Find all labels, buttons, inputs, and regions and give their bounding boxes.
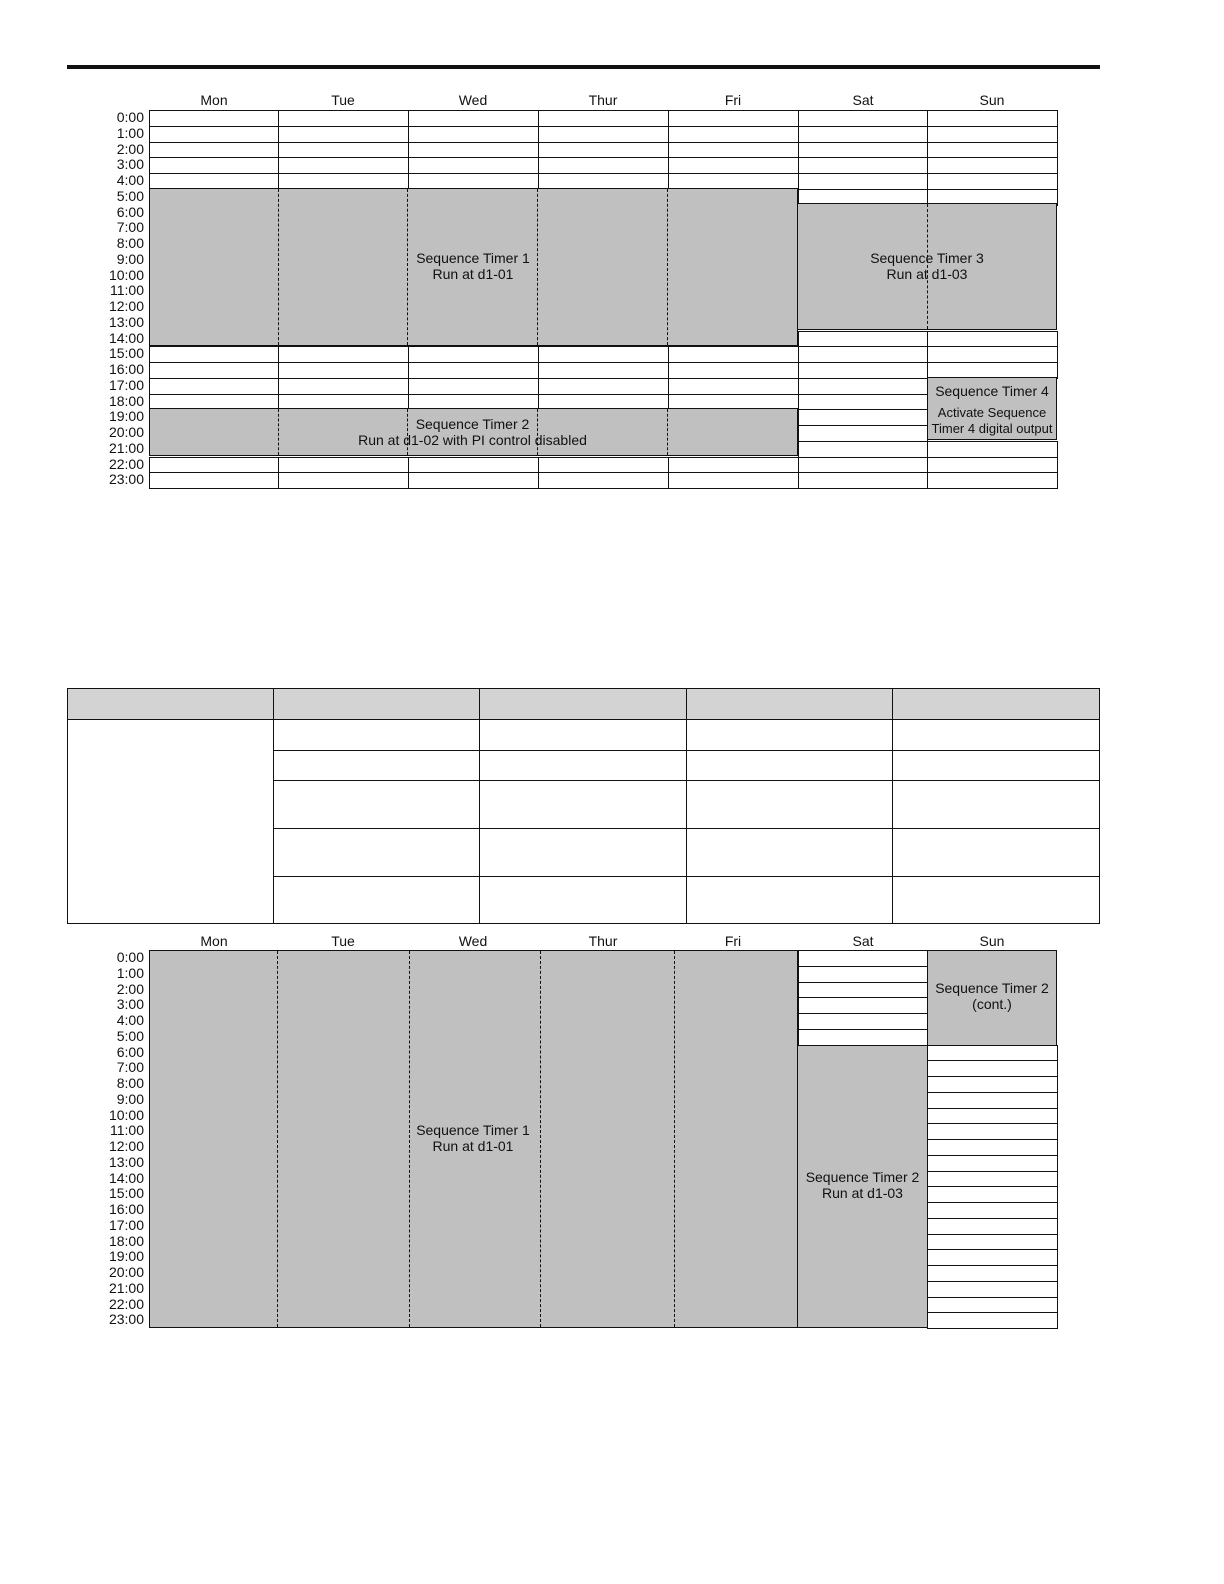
hour-label: 0:00 — [116, 949, 144, 965]
table-row — [68, 720, 1100, 751]
schedule-cell — [927, 1281, 1058, 1298]
table-cell — [687, 781, 893, 829]
schedule-cell — [668, 110, 799, 127]
hour-label: 21:00 — [108, 439, 144, 456]
schedule-cell — [408, 362, 539, 379]
hour-label: 15:00 — [108, 345, 144, 362]
hour-label: 10:00 — [108, 266, 144, 283]
sequence-timer-1-label: Sequence Timer 1 Run at d1-01 — [416, 1122, 530, 1154]
schedule-cell — [278, 346, 409, 363]
hour-label: 15:00 — [108, 1185, 144, 1202]
table-cell — [274, 877, 480, 924]
schedule-cell — [798, 378, 928, 395]
schedule-cell — [149, 110, 279, 127]
table-cell — [687, 877, 893, 924]
table-cell — [480, 829, 687, 877]
schedule-cell — [149, 126, 279, 143]
schedule-cell — [408, 457, 539, 474]
day-divider — [674, 951, 675, 1327]
sequence-timer-1-label: Sequence Timer 1 Run at d1-01 — [416, 250, 530, 282]
schedule-cell — [538, 142, 669, 159]
day-divider — [667, 409, 668, 455]
table-cell — [687, 829, 893, 877]
hour-label: 0:00 — [116, 109, 144, 125]
hour-label: 4:00 — [116, 172, 144, 188]
schedule-cell — [408, 126, 539, 143]
day-divider — [277, 951, 278, 1327]
hour-label: 12:00 — [108, 1138, 144, 1154]
hour-label: 3:00 — [116, 156, 144, 173]
table-cell — [893, 781, 1100, 829]
schedule-cell — [408, 472, 539, 489]
hour-label: 2:00 — [116, 980, 144, 997]
hour-label: 21:00 — [108, 1279, 144, 1296]
schedule-cell — [408, 142, 539, 159]
schedule-cell — [798, 110, 928, 127]
hour-label: 8:00 — [116, 1075, 144, 1091]
day-header: Sun — [979, 933, 1005, 949]
day-header: Tue — [331, 92, 355, 108]
schedule-cell — [927, 157, 1058, 174]
hour-label: 19:00 — [108, 408, 144, 425]
day-divider — [278, 189, 279, 345]
hour-label: 20:00 — [108, 424, 144, 440]
schedule-cell — [927, 1123, 1058, 1140]
schedule-cell — [927, 1060, 1058, 1077]
hour-label: 6:00 — [116, 203, 144, 220]
top-rule — [67, 65, 1100, 69]
schedule-cell — [927, 110, 1058, 127]
schedule-cell — [538, 378, 669, 395]
hour-label: 2:00 — [116, 140, 144, 157]
schedule-cell — [927, 1076, 1058, 1093]
day-header: Sun — [979, 92, 1005, 108]
schedule-cell — [927, 173, 1058, 190]
schedule-cell — [538, 126, 669, 143]
day-divider — [667, 189, 668, 345]
schedule-cell — [927, 1171, 1058, 1188]
schedule-cell — [798, 346, 928, 363]
schedule-cell — [927, 1092, 1058, 1109]
schedule-cell — [798, 394, 928, 411]
hour-label: 10:00 — [108, 1106, 144, 1123]
schedule-cell — [927, 142, 1058, 159]
hour-label: 16:00 — [108, 361, 144, 377]
schedule-cell — [927, 1218, 1058, 1235]
sequence-timer-2-sun-label: Sequence Timer 2 (cont.) — [935, 980, 1049, 1012]
hour-label: 17:00 — [108, 376, 144, 393]
schedule-cell — [149, 457, 279, 474]
table-cell — [687, 720, 893, 751]
schedule-cell — [798, 142, 928, 159]
schedule-cell — [798, 966, 928, 983]
hour-label: 22:00 — [108, 1295, 144, 1312]
day-header: Wed — [458, 92, 488, 108]
hour-label: 11:00 — [110, 282, 144, 299]
schedule-cell — [668, 157, 799, 174]
schedule-cell — [927, 1186, 1058, 1203]
day-header: Thur — [588, 92, 618, 108]
schedule-cell — [798, 441, 928, 458]
schedule-cell — [668, 126, 799, 143]
schedule-cell — [927, 1202, 1058, 1219]
table-cell — [480, 751, 687, 781]
sequence-timer-4-label: Sequence Timer 4 Activate Sequence Timer 4 digital output — [931, 383, 1053, 436]
day-header: Wed — [458, 933, 488, 949]
schedule-cell — [927, 1297, 1058, 1314]
day-header: Fri — [724, 92, 742, 108]
schedule-cell — [149, 378, 279, 395]
schedule-cell — [798, 157, 928, 174]
schedule-cell — [278, 378, 409, 395]
table-cell — [274, 781, 480, 829]
hour-label: 18:00 — [108, 392, 144, 409]
day-header: Fri — [724, 933, 742, 949]
schedule-cell — [798, 331, 928, 348]
schedule-cell — [927, 331, 1058, 348]
schedule-cell — [538, 457, 669, 474]
schedule-cell — [927, 1139, 1058, 1156]
schedule-cell — [798, 472, 928, 489]
schedule-cell — [798, 997, 928, 1014]
schedule-cell — [927, 472, 1058, 489]
day-header: Mon — [200, 933, 228, 949]
schedule-cell — [668, 346, 799, 363]
schedule-cell — [408, 346, 539, 363]
schedule-cell — [538, 157, 669, 174]
schedule-cell — [408, 157, 539, 174]
schedule-cell — [149, 346, 279, 363]
schedule-cell — [927, 126, 1058, 143]
hour-label: 1:00 — [116, 964, 144, 981]
table-cell — [274, 829, 480, 877]
schedule-cell — [927, 346, 1058, 363]
schedule-cell — [798, 982, 928, 999]
hour-label: 8:00 — [116, 235, 144, 251]
schedule-cell — [278, 457, 409, 474]
schedule-cell — [278, 157, 409, 174]
hour-label: 14:00 — [108, 1169, 144, 1186]
table-header-row — [68, 689, 1100, 720]
schedule-cell — [668, 362, 799, 379]
hour-label: 17:00 — [108, 1216, 144, 1233]
hour-label: 5:00 — [116, 187, 144, 204]
day-divider — [278, 409, 279, 455]
schedule-cell — [927, 441, 1058, 458]
schedule-cell — [278, 472, 409, 489]
schedule-cell — [278, 126, 409, 143]
schedule-cell — [927, 1155, 1058, 1172]
schedule-cell — [278, 362, 409, 379]
table-cell — [893, 751, 1100, 781]
hour-label: 4:00 — [116, 1012, 144, 1028]
schedule-cell — [927, 1249, 1058, 1266]
hour-label: 18:00 — [108, 1232, 144, 1249]
table-cell — [274, 720, 480, 751]
parameter-table — [67, 688, 1100, 924]
day-header: Tue — [331, 933, 355, 949]
schedule-cell — [278, 142, 409, 159]
sequence-timer-2-label: Sequence Timer 2 Run at d1-02 with PI control disabled — [358, 416, 587, 448]
hour-label: 11:00 — [110, 1122, 144, 1139]
table-header-cell — [687, 689, 893, 720]
schedule-cell — [927, 1265, 1058, 1282]
hour-label: 9:00 — [116, 1090, 144, 1107]
schedule-cell — [798, 173, 928, 190]
hour-label: 19:00 — [108, 1248, 144, 1265]
table-cell — [893, 720, 1100, 751]
hour-label: 23:00 — [108, 1311, 144, 1328]
hour-label: 7:00 — [116, 1059, 144, 1076]
hour-label: 22:00 — [108, 455, 144, 472]
hour-label: 7:00 — [116, 219, 144, 236]
table-cell — [893, 877, 1100, 924]
schedule-cell — [149, 472, 279, 489]
hour-label: 1:00 — [116, 124, 144, 141]
table-cell — [893, 829, 1100, 877]
day-header: Thur — [588, 933, 618, 949]
hour-label: 13:00 — [108, 1153, 144, 1170]
schedule-cell — [798, 1013, 928, 1030]
table-cell — [68, 720, 274, 924]
table-header-cell — [68, 689, 274, 720]
hour-label: 16:00 — [108, 1201, 144, 1217]
hour-label: 13:00 — [108, 313, 144, 330]
hour-label: 20:00 — [108, 1264, 144, 1280]
schedule-cell — [927, 1234, 1058, 1251]
schedule-cell — [927, 1108, 1058, 1125]
table-cell — [480, 720, 687, 751]
sequence-timer-3-label: Sequence Timer 3 Run at d1-03 — [870, 250, 984, 282]
table-cell — [480, 781, 687, 829]
hour-label: 14:00 — [108, 329, 144, 346]
table-header-cell — [480, 689, 687, 720]
schedule-cell — [668, 457, 799, 474]
schedule-cell — [927, 1045, 1058, 1062]
hour-label: 23:00 — [108, 471, 144, 488]
table-cell — [687, 751, 893, 781]
hour-label: 12:00 — [108, 298, 144, 314]
table-cell — [480, 877, 687, 924]
schedule-cell — [278, 110, 409, 127]
hour-label: 3:00 — [116, 996, 144, 1013]
schedule-cell — [798, 1029, 928, 1046]
schedule-cell — [668, 142, 799, 159]
schedule-cell — [149, 362, 279, 379]
schedule-cell — [149, 157, 279, 174]
schedule-cell — [798, 126, 928, 143]
day-header: Mon — [200, 92, 228, 108]
schedule-cell — [927, 457, 1058, 474]
hour-label: 5:00 — [116, 1027, 144, 1044]
schedule-cell — [798, 425, 928, 442]
day-header: Sat — [852, 92, 874, 108]
schedule-cell — [798, 457, 928, 474]
day-header: Sat — [852, 933, 874, 949]
schedule-cell — [798, 409, 928, 426]
schedule-cell — [538, 472, 669, 489]
schedule-cell — [927, 1312, 1058, 1329]
schedule-cell — [149, 142, 279, 159]
schedule-cell — [538, 346, 669, 363]
schedule-cell — [798, 362, 928, 379]
table-cell — [274, 751, 480, 781]
table-header-cell — [893, 689, 1100, 720]
schedule-cell — [668, 472, 799, 489]
schedule-cell — [408, 110, 539, 127]
schedule-cell — [538, 362, 669, 379]
hour-label: 6:00 — [116, 1043, 144, 1060]
schedule-cell — [408, 378, 539, 395]
hour-label: 9:00 — [116, 250, 144, 267]
table-header-cell — [274, 689, 480, 720]
schedule-cell — [668, 378, 799, 395]
schedule-cell — [798, 950, 928, 967]
schedule-cell — [538, 110, 669, 127]
sequence-timer-2-sat-label: Sequence Timer 2 Run at d1-03 — [805, 1169, 920, 1201]
